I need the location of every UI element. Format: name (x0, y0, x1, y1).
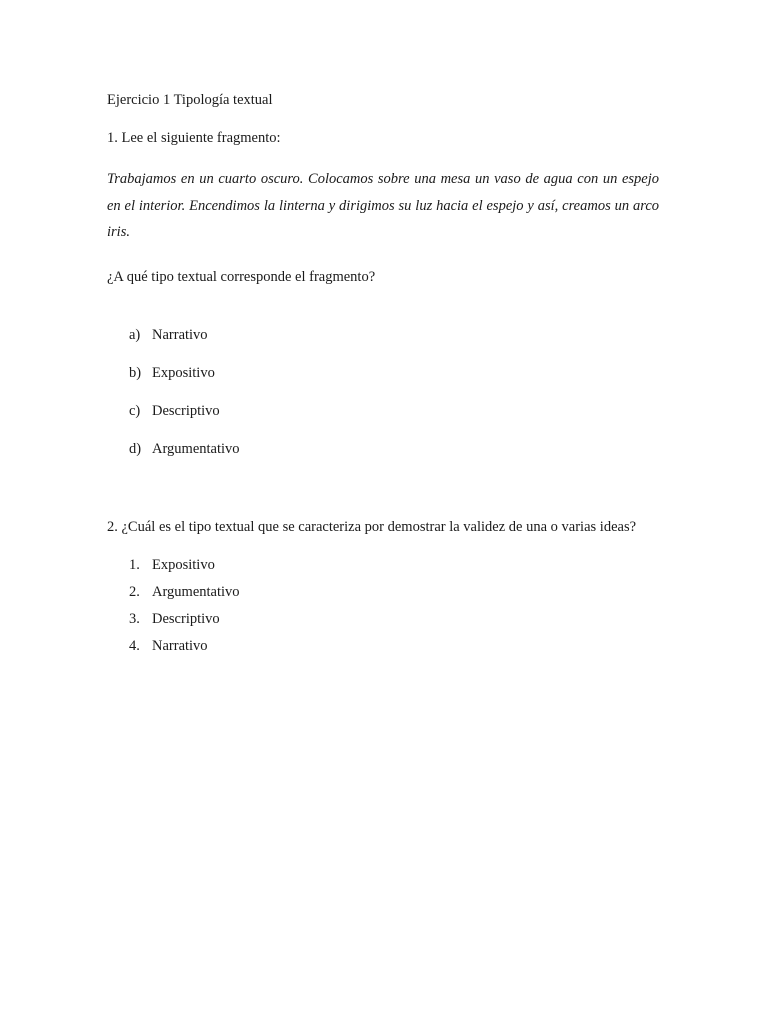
option-marker: 1. (129, 557, 140, 573)
question-2-option-1 (129, 555, 215, 575)
option-marker: 3. (129, 611, 140, 627)
question-1-prompt: ¿A qué tipo textual corresponde el fragmento? (107, 269, 376, 285)
question-1-fragment: Trabajamos en un cuarto oscuro. Colocamos sobre una mesa un vaso de agua con un espejo en el interior. Encendimos la linterna y dirigimos su luz hacia el espejo y así, creamos un arco iris. (107, 171, 659, 240)
option-marker: a) (129, 327, 141, 343)
question-2-option-2 (129, 582, 240, 602)
question-1-option-d (129, 439, 240, 459)
option-marker: c) (129, 403, 141, 419)
question-1-option-a (129, 325, 208, 345)
question-2-option-3 (129, 609, 220, 629)
option-label: Argumentativo (152, 584, 240, 600)
option-label: Argumentativo (152, 441, 240, 457)
question-1-option-c (129, 401, 220, 421)
option-marker: d) (129, 441, 142, 457)
option-label: Narrativo (152, 638, 208, 654)
question-2-option-4 (129, 636, 208, 656)
option-label: Descriptivo (152, 611, 220, 627)
exercise-title: Ejercicio 1 Tipología textual (107, 92, 273, 108)
question-1-heading: 1. Lee el siguiente fragmento: (107, 130, 281, 146)
option-marker: 2. (129, 584, 140, 600)
option-marker: 4. (129, 638, 140, 654)
option-label: Expositivo (152, 557, 215, 573)
question-2-heading: 2. ¿Cuál es el tipo textual que se caracteriza por demostrar la validez de una o varias ideas? (107, 519, 637, 535)
option-label: Narrativo (152, 327, 208, 343)
question-1-option-b (129, 363, 215, 383)
option-label: Expositivo (152, 365, 215, 381)
option-marker: b) (129, 365, 142, 381)
option-label: Descriptivo (152, 403, 220, 419)
